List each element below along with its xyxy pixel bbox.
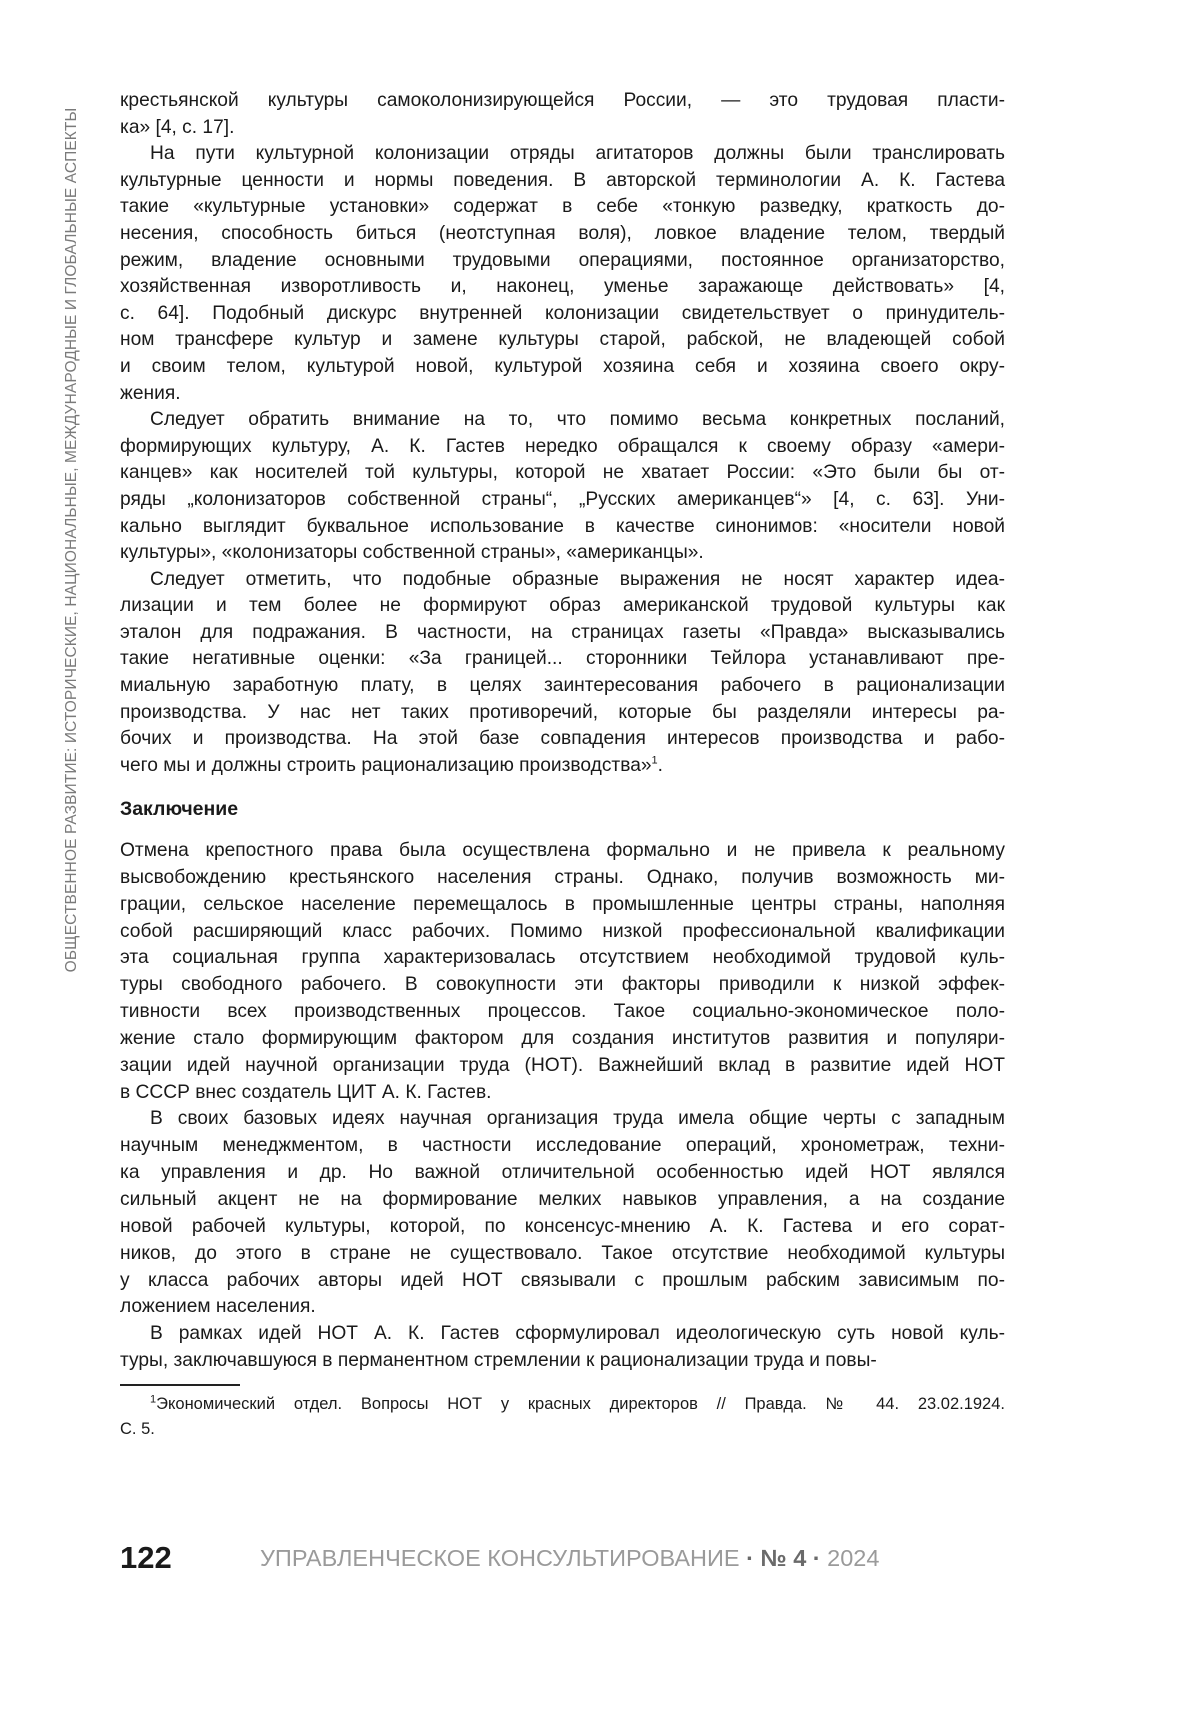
text-line: ников, до этого в стране не существовало. Такое отсутствие необходимой культуры [120,1241,1005,1268]
text-line: грации, сельское население перемещалось в промышленные центры страны, наполняя [120,892,1005,919]
text-line: туры, заключавшуюся в перманентном стремлении к рационализации труда и повы- [120,1348,1005,1375]
text-line: Следует обратить внимание на то, что помимо весьма конкретных посланий, [120,407,1005,434]
text-line: бочих и производства. На этой базе совпадения интересов производства и рабо- [120,726,1005,753]
body-text-block-2 [120,838,1005,1375]
text-line: лизации и тем более не формируют образ американской трудовой культуры как [120,593,1005,620]
text-line: В своих базовых идеях научная организация труда имела общие черты с западным [120,1106,1005,1133]
text-line: формирующих культуру, А. К. Гастев нередко обращался к своему образу «амери- [120,434,1005,461]
journal-footer: УПРАВЛЕНЧЕСКОЕ КОНСУЛЬТИРОВАНИЕ · № 4 · 2024 [260,1545,879,1572]
text-line: с. 64]. Подобный дискурс внутренней колонизации свидетельствует о принудитель- [120,301,1005,328]
text-line: эталон для подражания. В частности, на страницах газеты «Правда» высказывались [120,620,1005,647]
footnote-text: Экономический отдел. Вопросы НОТ у красных директоров // Правда. № 44. 23.02.1924. [156,1395,1005,1413]
text-line: сильный акцент не на формирование мелких навыков управления, а на создание [120,1187,1005,1214]
text-line: эта социальная группа характеризовалась отсутствием необходимой трудовой куль- [120,945,1005,972]
text-line: канцев» как носителей той культуры, которой не хватает России: «Это были бы от- [120,460,1005,487]
text-line: несения, способность биться (неотступная воля), ловкое владение телом, твердый [120,221,1005,248]
text-line: На пути культурной колонизации отряды агитаторов должны были транслировать [120,141,1005,168]
text-line: высвобождению крестьянского населения страны. Однако, получив возможность ми- [120,865,1005,892]
paragraph [120,1321,1005,1375]
text-line: жения. [120,381,1005,408]
journal-title: УПРАВЛЕНЧЕСКОЕ КОНСУЛЬТИРОВАНИЕ [260,1545,740,1571]
text-line: ряды „колонизаторов собственной страны“, „Русских американцев“» [4, с. 63]. Уни- [120,487,1005,514]
footnote-text-cont: С. 5. [120,1417,1005,1442]
page-number: 122 [120,1540,172,1576]
footnote-divider [120,1384,240,1386]
text-line: ка управления и др. Но важной отличительной особенностью идей НОТ являлся [120,1160,1005,1187]
text-line: и своим телом, культурой новой, культурой хозяина себя и хозяина своего окру- [120,354,1005,381]
text-line: Отмена крепостного права была осуществлена формально и не привела к реальному [120,838,1005,865]
running-side-header: ОБЩЕСТВЕННОЕ РАЗВИТИЕ: ИСТОРИЧЕСКИЕ, НАЦИОНАЛЬНЫЕ, МЕЖДУНАРОДНЫЕ И ГЛОБАЛЬНЫЕ АСПЕКТЫ [63,108,81,973]
journal-issue: № 4 [760,1545,806,1571]
text-line: зации идей научной организации труда (НОТ). Важнейший вклад в развитие идей НОТ [120,1053,1005,1080]
paragraph [120,88,1005,141]
text-line: В рамках идей НОТ А. К. Гастев сформулировал идеологическую суть новой куль- [120,1321,1005,1348]
text-line: в СССР внес создатель ЦИТ А. К. Гастев. [120,1080,1005,1107]
text-line: туры свободного рабочего. В совокупности эти факторы приводили к низкой эффек- [120,972,1005,999]
section-heading: Заключение [120,798,238,821]
text-line: тивности всех производственных процессов. Такое социально-экономическое поло- [120,999,1005,1026]
text-line: научным менеджментом, в частности исследование операций, хронометраж, техни- [120,1133,1005,1160]
text-line: ном трансфере культур и замене культуры старой, рабской, не владеющей собой [120,327,1005,354]
text-line: производства. У нас нет таких противоречий, которые бы разделяли интересы ра- [120,700,1005,727]
text-line: Следует отметить, что подобные образные выражения не носят характер идеа- [120,567,1005,594]
text-line: жение стало формирующим фактором для создания институтов развития и популяри- [120,1026,1005,1053]
footnote-number: 1 [150,1394,156,1406]
text-line: культурные ценности и нормы поведения. В авторской терминологии А. К. Гастева [120,168,1005,195]
text-line: ложением населения. [120,1294,1005,1321]
text-line: у класса рабочих авторы идей НОТ связывали с прошлым рабским зависимым по- [120,1268,1005,1295]
text-line: миальную заработную плату, в целях заинтересования рабочего в рационализации [120,673,1005,700]
paragraph [120,567,1005,780]
text-line: крестьянской культуры самоколонизирующейся России, — это трудовая пласти- [120,88,1005,115]
text-line: режим, владение основными трудовыми операциями, постоянное организаторство, [120,248,1005,275]
text-line: такие негативные оценки: «За границей... сторонники Тейлора устанавливают пре- [120,646,1005,673]
footnote-ref[interactable]: 1 [652,754,658,766]
text-line: ка» [4, с. 17]. [120,115,1005,142]
text-line: культуры», «колонизаторы собственной страны», «американцы». [120,540,1005,567]
text-line: новой рабочей культуры, которой, по консенсус-мнению А. К. Гастева и его сорат- [120,1214,1005,1241]
text-line: чего мы и должны строить рационализацию производства»1. [120,753,1005,780]
text-line: кально выглядит буквальное использование в качестве синонимов: «носители новой [120,514,1005,541]
text-line: собой расширяющий класс рабочих. Помимо низкой профессиональной квалификации [120,919,1005,946]
footnote [120,1392,1005,1442]
paragraph [120,407,1005,567]
body-text-block-1 [120,88,1005,779]
text-line: такие «культурные установки» содержат в себе «тонкую разведку, краткость до- [120,194,1005,221]
journal-year: 2024 [827,1545,879,1571]
paragraph [120,1106,1005,1321]
paragraph [120,141,1005,407]
text-line: хозяйственная изворотливость и, наконец, уменье заражающе действовать» [4, [120,274,1005,301]
paragraph [120,838,1005,1106]
